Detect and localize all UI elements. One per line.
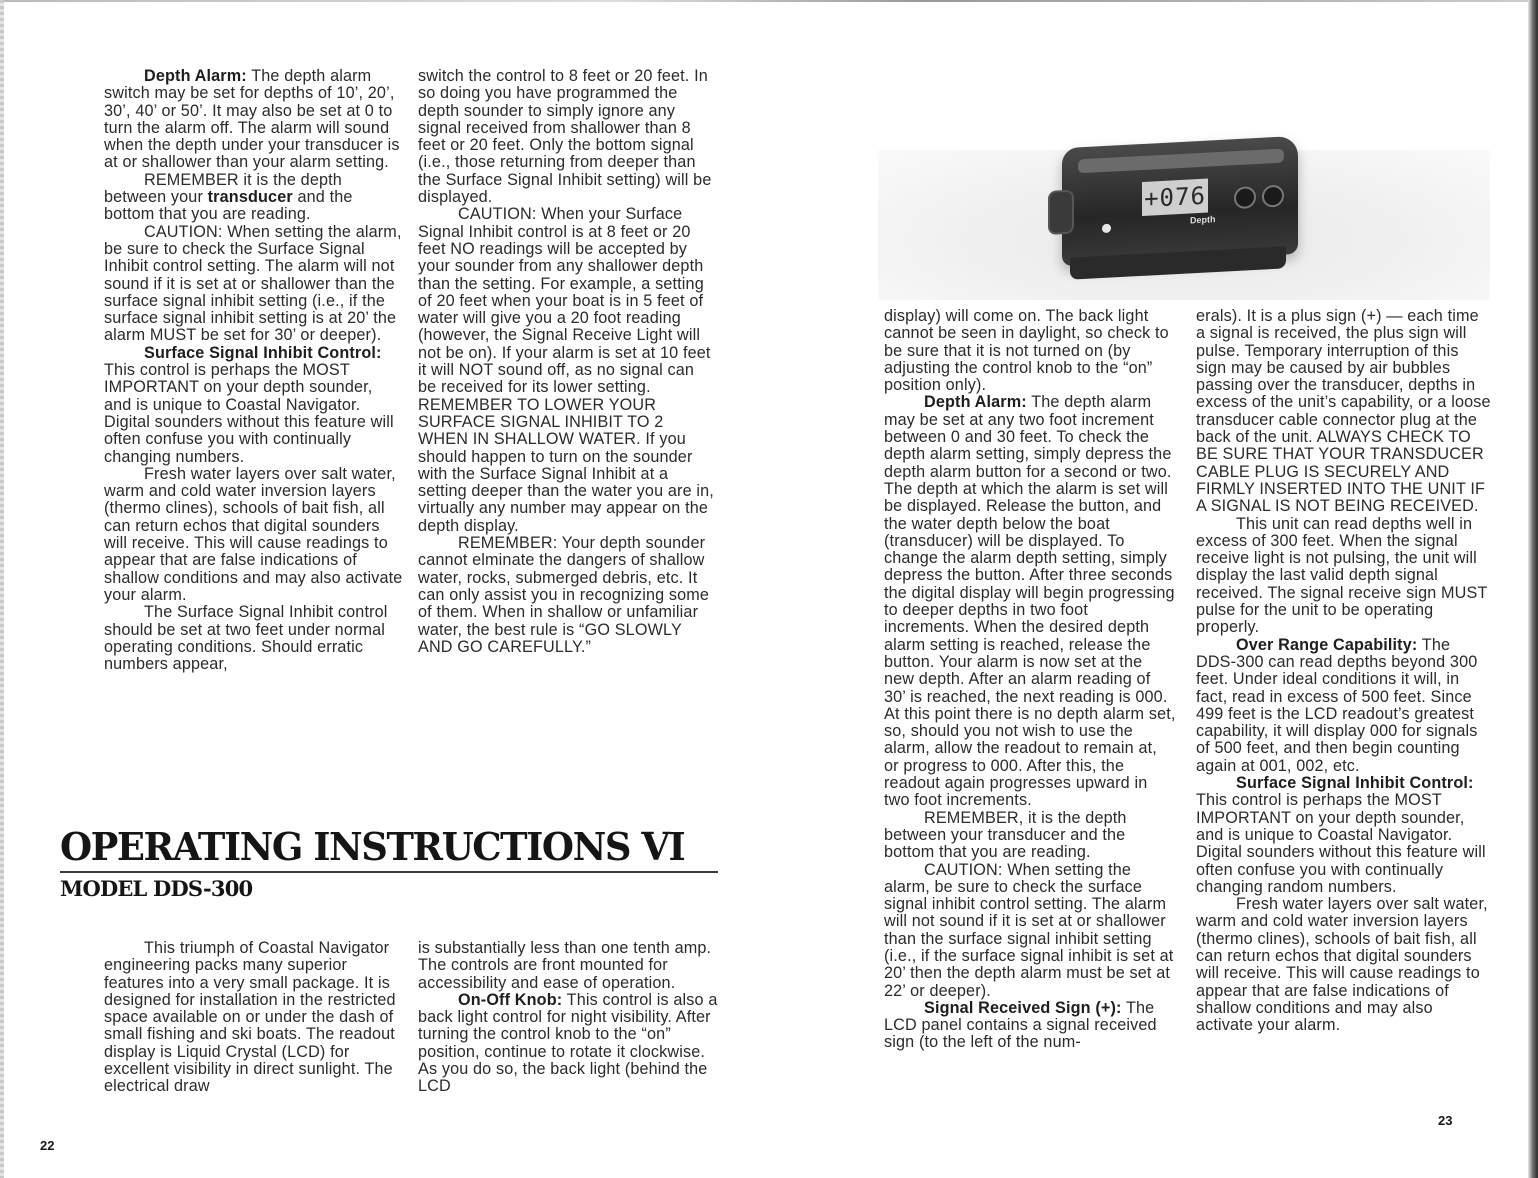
paragraph-heading: Signal Received Sign (+): (924, 998, 1122, 1017)
scan-edge-left (0, 0, 4, 1178)
section-subtitle: MODEL DDS-300 (60, 876, 253, 901)
paragraph: REMEMBER, it is the depth between your transducer and the bottom that you are reading. (884, 808, 1127, 862)
paragraph-heading: On-Off Knob: (458, 990, 563, 1009)
inhibit-knob-icon (1262, 185, 1284, 208)
section-divider (60, 871, 718, 873)
paragraph-heading: Surface Signal Inhibit Control: (144, 343, 382, 362)
left-page-column-1 (104, 68, 404, 673)
paragraph: erals). It is a plus sign (+) — each time a signal is received, the plus sign will pulse. Temporary interruption of this sign may be caused by air bubbles passing over the transducer, depths in excess of the unit’s capability, or a loose transducer cable connector plug at the back of the unit. ALWAYS CHECK TO BE SURE THAT YOUR TRANSDUCER CABLE PLUG IS SECURELY AND FIRMLY INSERTED INTO THE UNIT IF A SIGNAL IS NOT BEING RECEIVED. (1196, 307, 1491, 516)
paragraph: Signal Received Sign (+): The LCD panel contains a signal received sign (to the left of the num- (884, 998, 1157, 1052)
depth-alarm-button-icon (1102, 224, 1111, 233)
paragraph-heading: Depth Alarm: (924, 393, 1027, 412)
paragraph: This unit can read depths well in excess of 300 feet. When the signal receive light is not pulsing, the unit will display the last valid depth signal received. The signal receive sign MUST pulse for the unit to be operating properly. (1196, 514, 1488, 637)
section-title: OPERATING INSTRUCTIONS VI (60, 824, 685, 869)
paragraph-heading: Depth Alarm: (144, 67, 247, 85)
paragraph-heading: Surface Signal Inhibit Control: (1236, 774, 1474, 793)
paragraph: CAUTION: When setting the alarm, be sure to check the surface signal inhibit control setting. The alarm will not sound if it is set at or shallower than the surface signal inhibit setting (i.e., if the surface signal inhibit is set at 20’ then the depth alarm must be set at 22’ or deeper). (884, 860, 1174, 1000)
lcd-display: +076 (1142, 179, 1208, 216)
page-number-left: 22 (40, 1138, 55, 1153)
page-number-right: 23 (1438, 1113, 1453, 1128)
paragraph: display) will come on. The back light cannot be seen in daylight, so check to be sure that it is not turned on (by adjusting the control knob to the “on” position only). (884, 307, 1169, 395)
paragraph: CAUTION: When setting the alarm, be sure to check the Surface Signal Inhibit control setting. The alarm will not sound if it is set at or shallower than the surface signal inhibit setting (i.e., if the surface signal inhibit setting is at 20’ the alarm MUST be set for 30’ or deeper). (104, 222, 402, 345)
left-page-column-3 (104, 940, 404, 1096)
lcd-label: Depth (1190, 214, 1216, 226)
right-page-column-2 (1196, 308, 1492, 1034)
paragraph: is substantially less than one tenth amp. The controls are front mounted for accessibility and ease of operation. (418, 939, 712, 992)
left-page-column-4 (418, 940, 718, 1096)
paragraph: This triumph of Coastal Navigator engineering packs many superior features into a very small package. It is designed for installation in the restricted space available on or under the dash of small fishing and ski boats. The readout display is Liquid Crystal (LCD) for excellent visibility in direct sunlight. The electrical draw (104, 939, 396, 1096)
on-off-knob-icon (1234, 186, 1256, 209)
left-page-column-2 (418, 68, 716, 656)
paragraph: Surface Signal Inhibit Control: This control is perhaps the MOST IMPORTANT on your depth sounder, and is unique to Coastal Navigator. Digital sounders without this feature will often confuse you with continually changing random numbers. (1196, 774, 1486, 896)
scan-edge-right (1528, 0, 1538, 1178)
right-page-column-1 (884, 308, 1176, 1052)
paragraph: Depth Alarm: The depth alarm may be set at any two foot increment between 0 and 30 feet. To check the depth alarm setting, simply depress the depth alarm button for a second or two. The depth at which the alarm is set will be displayed. Release the button, and the water depth below the boat (transducer) will be displayed. To change the alarm depth setting, simply depress the button. After three seconds the digital display will begin progressing to deeper depths in two foot increments. When the desired depth alarm setting is reached, release the button. Your alarm is now set at the new depth. After an alarm reading of 30’ is reached, the next reading is 000. At this point there is no depth alarm set, so, should you not wish to use the alarm, allow the readout to remain at, or progress to 000. After this, the readout again progresses upward in two foot increments. (884, 393, 1176, 810)
brand-strip (1078, 149, 1284, 174)
paragraph: Depth Alarm: The depth alarm switch may be set for depths of 10’, 20’, 30’, 40’ or 50’. It may also be set at 0 to turn the alarm off. The alarm will sound when the depth under your transducer is at or shallower than your alarm setting. (104, 67, 400, 172)
side-knob-icon (1048, 190, 1074, 235)
paragraph: Over Range Capability: The DDS-300 can read depths beyond 300 feet. Under ideal conditions it will, in fact, read in excess of 500 feet. Since 499 feet is the LCD readout’s greatest capability, it will display 000 for signals of 500 feet, and then begin counting again at 001, 002, etc. (1196, 635, 1478, 775)
paragraph: Fresh water layers over salt water, warm and cold water inversion layers (thermo clines), schools of bait fish, all can return echos that digital sounders will receive. This will cause readings to appear that are false indications of shallow conditions and may also activate your alarm. (104, 464, 403, 604)
paragraph: switch the control to 8 feet or 20 feet. In so doing you have programmed the depth sounder to simply ignore any signal received from shallower than 8 feet or 20 feet. Only the bottom signal (i.e., those returning from deeper than the Surface Signal Inhibit setting) will be displayed. (418, 67, 712, 207)
paragraph: CAUTION: When your Surface Signal Inhibit control is at 8 feet or 20 feet NO readings will be accepted by your sounder from any shallower depth than the setting. For example, a setting of 20 feet when your boat is in 5 feet of water will give you a 20 foot reading (however, the Signal Receive Light will not be on). If your alarm is set at 10 feet it will NOT sound off, as no signal can be received for its lower setting. REMEMBER TO LOWER YOUR SURFACE SIGNAL INHIBIT TO 2 WHEN IN SHALLOW WATER. If you should happen to turn on the sounder with the Surface Signal Inhibit at a setting deeper than the water you are in, virtually any number may appear on the depth display. (418, 205, 714, 535)
paragraph: The Surface Signal Inhibit control should be set at two feet under normal operating conditions. Should erratic numbers appear, (104, 603, 388, 674)
paragraph: REMEMBER it is the depth between your transducer and the bottom that you are reading. (104, 170, 353, 224)
paragraph: REMEMBER: Your depth sounder cannot elminate the dangers of shallow water, rocks, submerged debris, etc. It can only assist you in recognizing some of them. When in shallow or unfamiliar water, the best rule is “GO SLOWLY AND GO CAREFULLY.” (418, 534, 710, 656)
scan-edge-top (0, 0, 1538, 2)
paragraph: Fresh water layers over salt water, warm and cold water inversion layers (thermo clines), schools of bait fish, all can return echos that digital sounders will receive. This will cause readings to appear that are false indications of shallow conditions and may also activate your alarm. (1196, 895, 1488, 1035)
paragraph-heading: Over Range Capability: (1236, 635, 1418, 654)
paragraph: Surface Signal Inhibit Control: This control is perhaps the MOST IMPORTANT on your depth sounder, and is unique to Coastal Navigator. Digital sounders without this feature will often confuse you with continually changing numbers. (104, 343, 394, 466)
paragraph: On-Off Knob: This control is also a back light control for night visibility. After turning the control knob to the “on” position, continue to rotate it clockwise. As you do so, the back light (behind the LCD (418, 990, 718, 1096)
